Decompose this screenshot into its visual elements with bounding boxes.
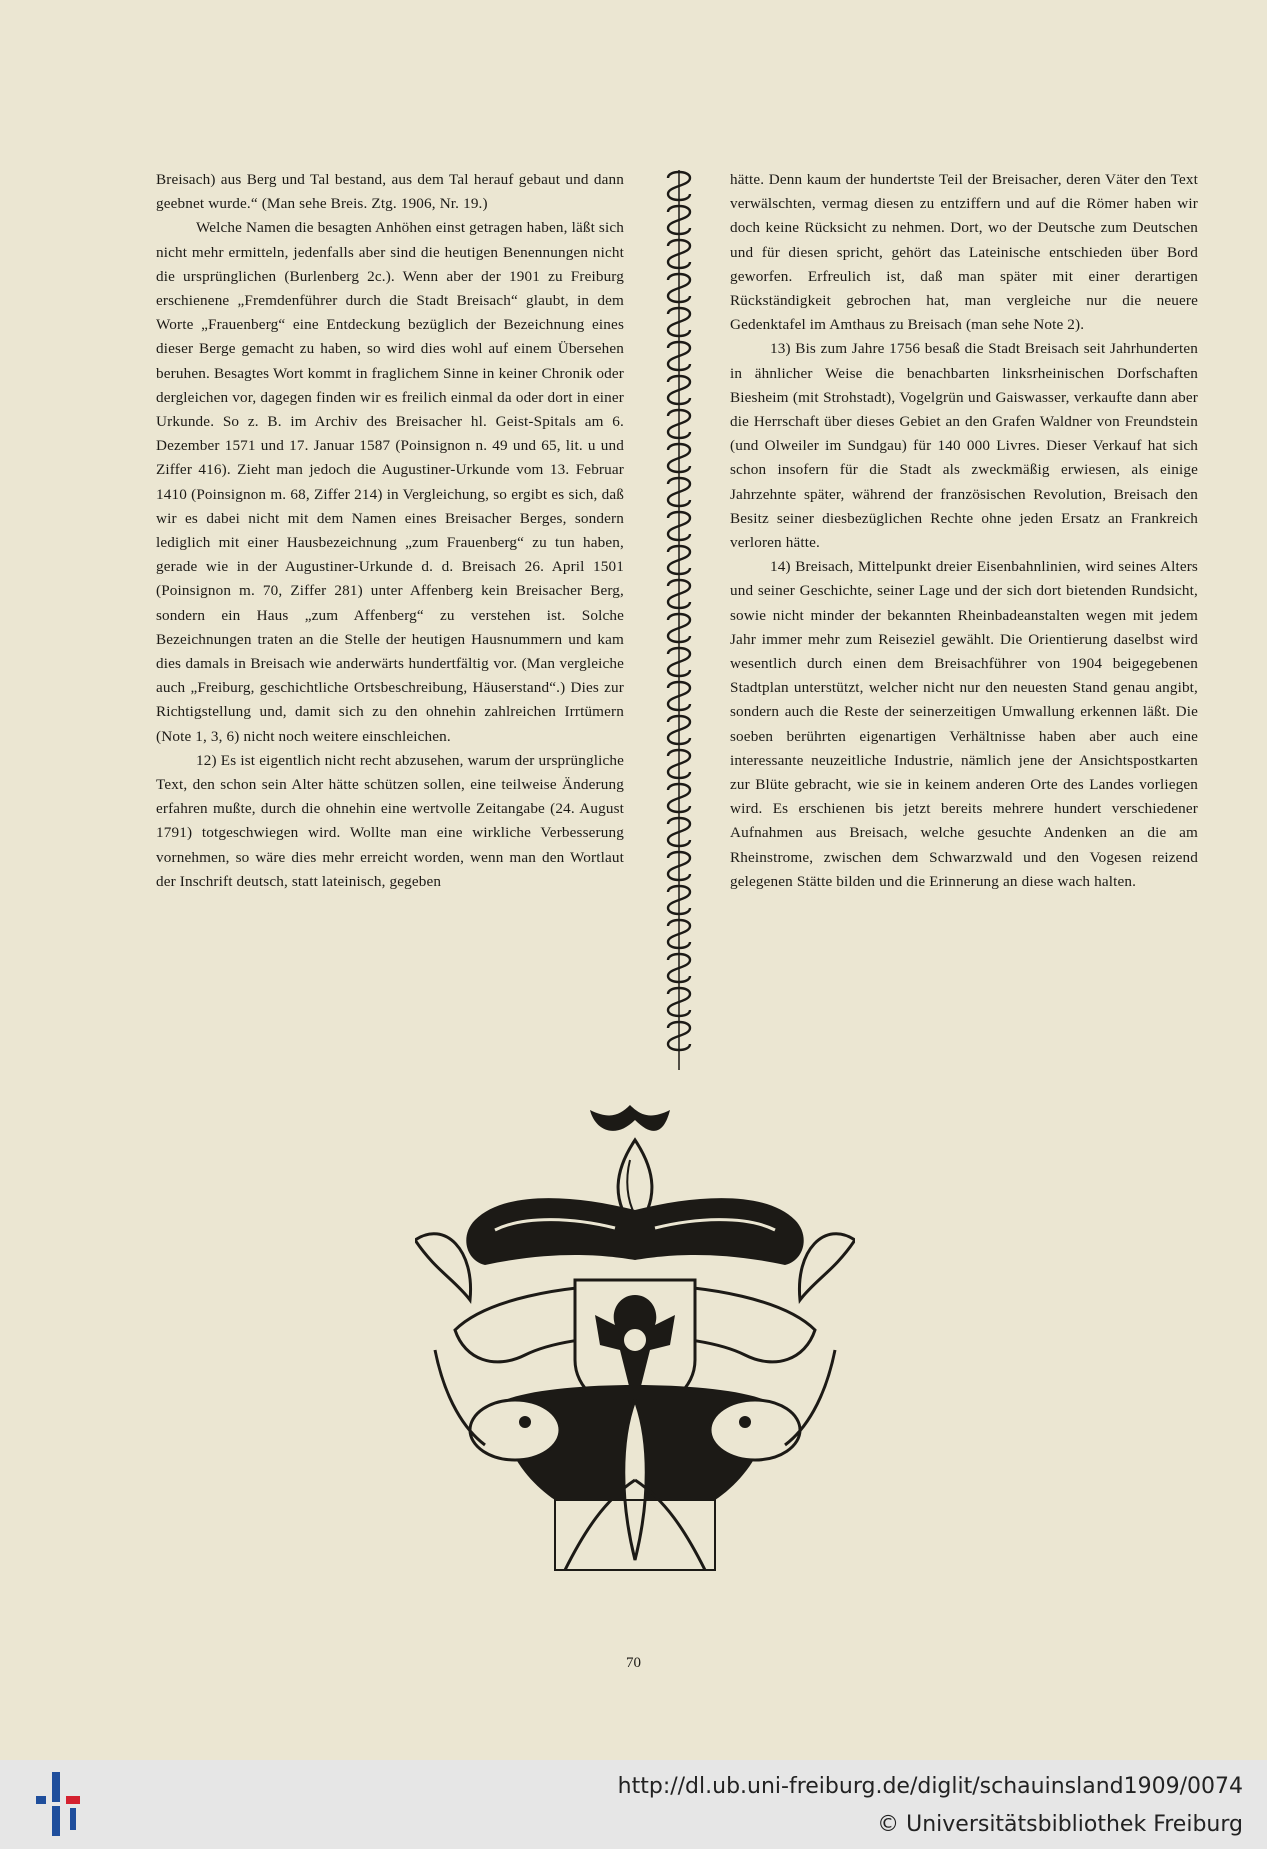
right-text-column [730,168,1198,894]
paragraph: hätte. Denn kaum der hundertste Teil der Breisacher, deren Väter den Text verwälschten, vermag diesen zu entziffern und auf die Römer haben wir doch keine Rücksicht zu nehmen. Dort, wo der Deutsche zum Deutschen und für diesen spricht, gehört das Lateinische entschieden über Bord geworfen. Erfreulich ist, daß man später mit einer derartigen Rückständigkeit gebrochen hat, man vergleiche nur die neuere Gedenktafel im Amthaus zu Breisach (man sehe Note 2). [730,171,1198,334]
paragraph-note-12: 12) Es ist eigentlich nicht recht abzusehen, warum der ursprüngliche Text, den schon sein Alter hätte schützen sollen, eine teilweise Änderung erfahren mußte, durch die ohnehin eine wertvolle Zeitangabe (24. August 1791) totgeschwiegen wird. Wollte man eine wirkliche Verbesserung vornehmen, so wäre dies mehr erreicht worden, wenn man den Wortlaut der Inschrift deutsch, statt lateinisch, gegeben [156,751,624,890]
source-url-link[interactable]: http://dl.ub.uni-freiburg.de/diglit/schauinsland1909/0074 [617,1774,1243,1799]
left-text-column [156,168,624,894]
ornamental-divider [664,170,694,1070]
page-number: 70 [626,1655,641,1671]
paragraph-note-14: 14) Breisach, Mittelpunkt dreier Eisenbahnlinien, wird seines Alters und seiner Geschichte, seiner Lage und der sich dort bietenden Rundsicht, sowie nicht minder der bekannten Rheinbadeanstalten wegen mit jedem Jahr immer mehr zum Reiseziel gewählt. Die Orientierung daselbst wird wesentlich durch einen dem Breisachführer von 1904 beigegebenen Stadtplan unterstützt, welcher nicht nur den neuesten Stand genau angibt, sondern auch die Reste der seinerzeitigen Umwallung erkennen läßt. Die soeben berührten eigenartigen Verhältnisse haben aber auch eine interessante neuzeitliche Industrie, nämlich jene der Ansichtspostkarten zur Blüte gebracht, wie sie in keinem anderen Orte des Landes vorliegen wird. Es erschienen bis jetzt bereits mehrere hundert verschiedener Aufnahmen aus Breisach, welche gesuchte Andenken an die am Rheinstrome, zwischen dem Schwarzwald und den Vogesen reizend gelegenen Stätte bilden und die Erinnerung an diese wach halten. [730,558,1198,890]
ub-freiburg-logo-icon [32,1770,82,1838]
paragraph-note-13: 13) Bis zum Jahre 1756 besaß die Stadt Breisach seit Jahrhunderten in ähnlicher Weise die benachbarten linksrheinischen Dorfschaften Biesheim (mit Strohstadt), Vogelgrün und Gaiswasser, verkaufte dann aber die Herrschaft über dieses Gebiet an den Grafen Waldner von Freundstein (und Olweiler im Sundgau) für 140 000 Livres. Dieser Verkauf hat sich schon insofern für die Stadt als zweckmäßig erwiesen, als einige Jahrzehnte später, während der französischen Revolution, Breisach den Besitz seiner diesbezüglichen Rechte ohne jeden Ersatz an Frankreich verloren hätte. [730,340,1198,552]
paragraph: Welche Namen die besagten Anhöhen einst getragen haben, läßt sich nicht mehr ermitteln, jedenfalls aber sind die heutigen Benennungen nicht die ursprünglichen (Burlenberg 2c.). Wenn aber der 1901 zu Freiburg erschienene „Fremdenführer durch die Stadt Breisach“ glaubt, in dem Worte „Frauenberg“ eine Entdeckung bezüglich der Bezeichnung eines dieser Berge gemacht zu haben, so wird dies wohl auf einem Übersehen beruhen. Besagtes Wort kommt in fraglichem Sinne in keiner Chronik oder dergleichen vor, dagegen finden wir es freilich einmal da oder dort in einer Urkunde. So z. B. im Archiv des Breisacher hl. Geist-Spitals am 6. Dezember 1571 und 17. Januar 1587 (Poinsignon n. 49 und 65, lit. u und Ziffer 416). Zieht man jedoch die Augustiner-Urkunde vom 13. Februar 1410 (Poinsignon m. 68, Ziffer 214) in Vergleichung, so ergibt es sich, daß wir es dabei nicht mit dem Namen eines Breisacher Berges, sondern lediglich mit einer Hausbezeichnung „zum Frauenberg“ zu tun haben, gerade wie in der Augustiner-Urkunde d. d. Breisach 26. April 1501 (Poinsignon m. 70, Ziffer 281) unter Affenberg kein Breisacher Berg, sondern ein Haus „zum Affenberg“ zu verstehen ist. Solche Bezeichnungen traten an die Stelle der heutigen Hausnummern und kam dies damals in Breisach wie anderwärts hundertfältig vor. (Man vergleiche auch „Freiburg, geschichtliche Ortsbeschreibung, Häuserstand“.) Dies zur Richtigstellung und, damit sich zu den ohnehin zahlreichen Irrtümern (Note 1, 3, 6) nicht noch weitere einschleichen. [156,219,624,745]
footer-bar [0,1760,1267,1849]
paragraph: Breisach) aus Berg und Tal bestand, aus dem Tal herauf gebaut und dann geebnet wurde.“ (Man sehe Breis. Ztg. 1906, Nr. 19.) [156,171,624,213]
copyright-notice: © Universitätsbibliothek Freiburg [877,1812,1243,1837]
heraldic-emblem-illustration [415,1100,855,1580]
